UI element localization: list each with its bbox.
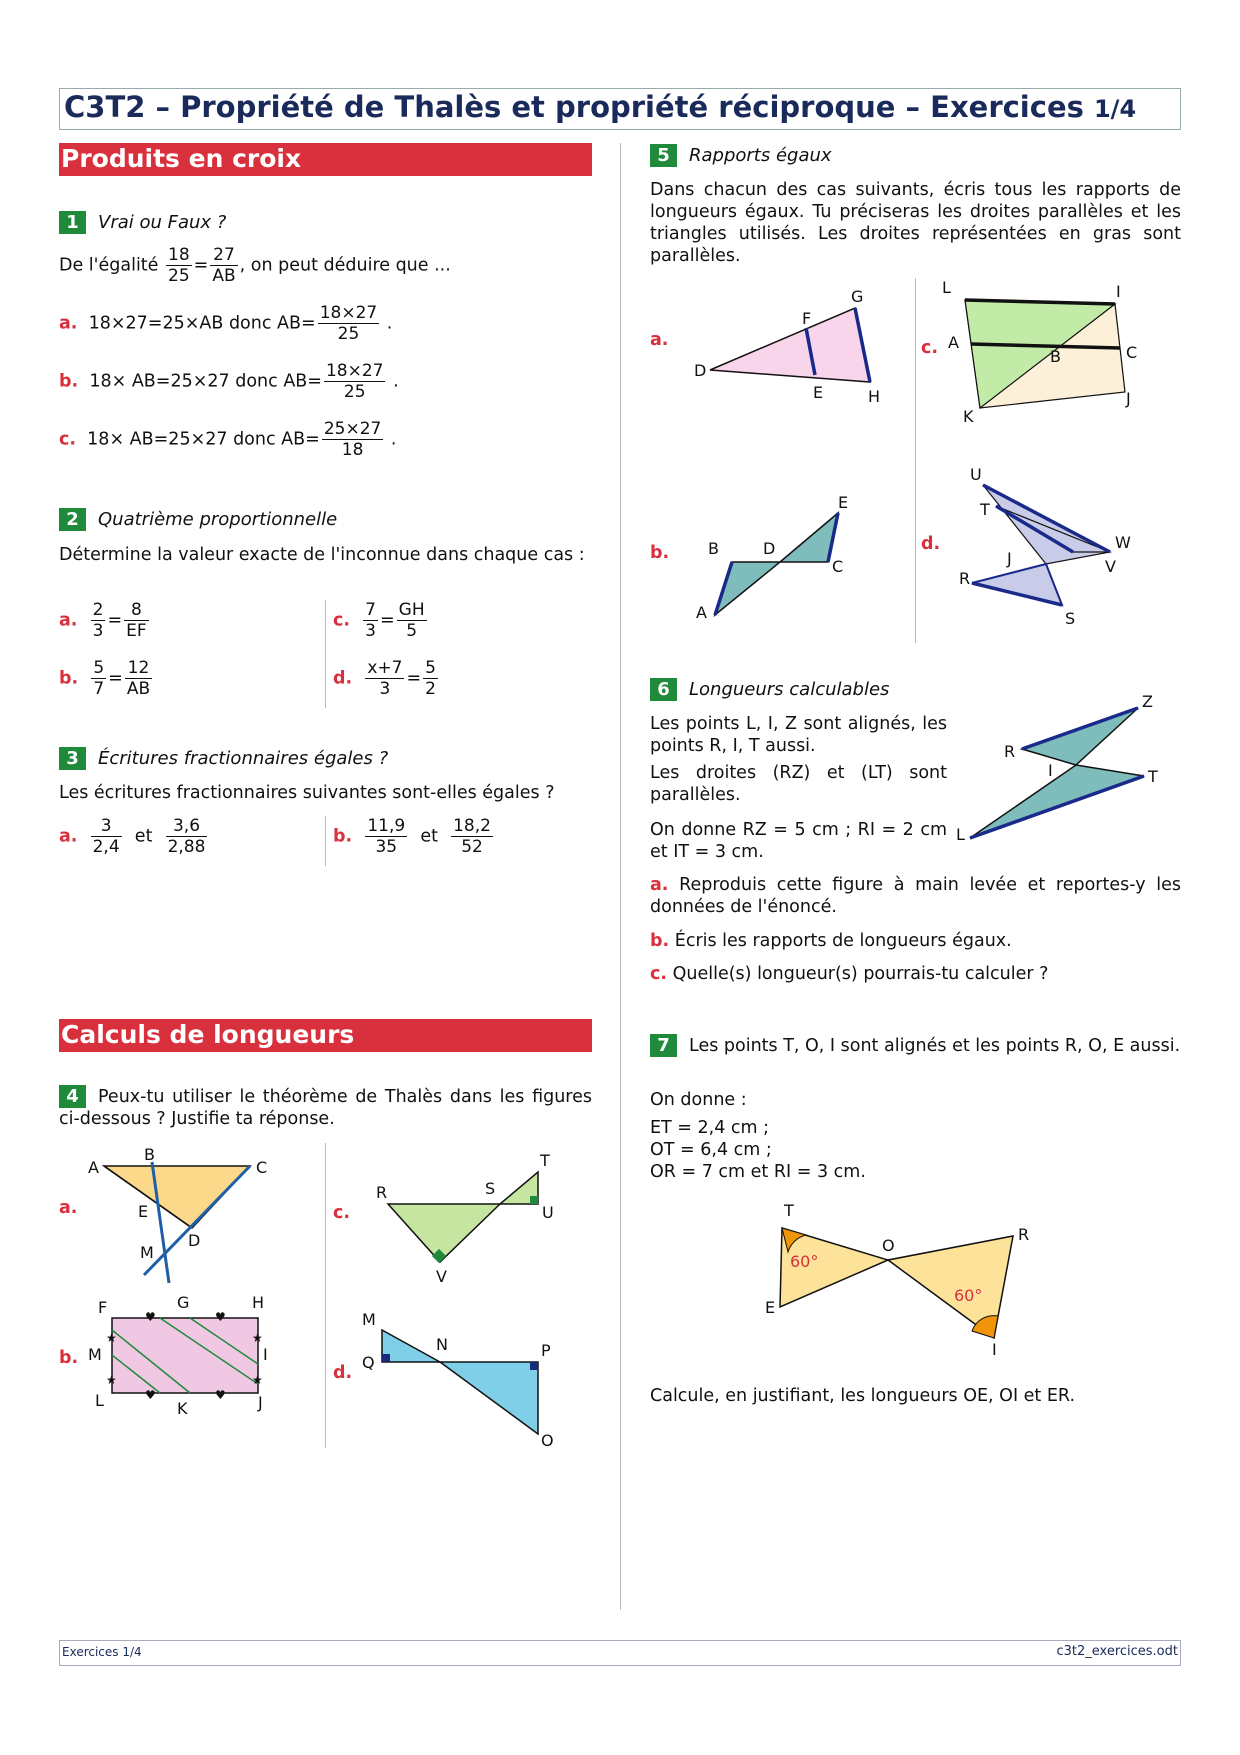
svg-text:U: U — [542, 1203, 554, 1222]
svg-text:D: D — [763, 539, 776, 558]
svg-text:★: ★ — [252, 1331, 263, 1345]
svg-text:I: I — [1116, 282, 1121, 301]
svg-text:C: C — [832, 557, 844, 576]
ex6-text-1: Les points L, I, Z sont alignés, les points R, I, T aussi. — [650, 714, 947, 756]
ex5-d-label: d. — [921, 534, 941, 554]
svg-text:O: O — [541, 1431, 554, 1450]
ex1-title: Vrai ou Faux ? — [98, 212, 227, 233]
svg-text:L: L — [942, 278, 951, 297]
ex4-c-label: c. — [333, 1203, 351, 1223]
svg-text:J: J — [1007, 549, 1012, 568]
ex5-c-label: c. — [921, 338, 939, 358]
ex4-figure-c — [376, 1151, 554, 1286]
svg-text:L: L — [95, 1391, 104, 1410]
ex2-c: c. $\frac{7}{3}$ = $\frac{GH}{5}$ — [333, 600, 425, 641]
svg-text:♥: ♥ — [145, 1310, 156, 1324]
ex5-a-label: a. — [650, 330, 669, 350]
svg-text:V: V — [436, 1267, 447, 1286]
svg-text:L: L — [956, 825, 965, 844]
ex1-b: b. 18× AB=25×27 donc AB= $\frac{18\times 27}{25}$ . — [59, 361, 399, 402]
svg-text:N: N — [436, 1335, 448, 1354]
ex7-figure — [760, 1195, 1060, 1359]
svg-text:R: R — [1004, 742, 1016, 761]
svg-text:R: R — [376, 1183, 388, 1202]
ex2-b: b. $\frac{5}{7}$ = $\frac{12}{AB}$ — [59, 658, 151, 699]
svg-text:E: E — [138, 1202, 149, 1221]
ex6-number: 6 — [650, 678, 677, 701]
ex4-number: 4 — [59, 1085, 86, 1108]
ex5-figure-c — [942, 278, 1137, 426]
ex7-text: 7 Les points T, O, I sont alignés et les points R, O, E aussi. — [650, 1034, 1181, 1057]
svg-text:♥: ♥ — [215, 1388, 226, 1402]
svg-text:K: K — [177, 1399, 188, 1418]
svg-text:D: D — [188, 1231, 201, 1250]
ex5-figures — [680, 280, 1180, 640]
svg-text:F: F — [802, 309, 812, 328]
svg-text:M: M — [362, 1310, 376, 1329]
section-produits-en-croix: Produits en croix — [59, 143, 592, 176]
ex2-title: Quatrième proportionnelle — [98, 509, 338, 530]
ex1-number: 1 — [59, 211, 86, 234]
ex1-intro: De l'égalité $\frac{18}{25}$ = $\frac{27}{AB}$ , on peut déduire que ... — [59, 245, 451, 286]
ex5-b-label: b. — [650, 543, 670, 563]
svg-text:B: B — [144, 1145, 155, 1164]
svg-text:P: P — [541, 1341, 551, 1360]
svg-text:J: J — [258, 1393, 263, 1412]
ex1-header — [59, 211, 226, 234]
ex4-figure-d — [362, 1310, 554, 1450]
ex6-figure — [956, 690, 1180, 850]
svg-text:S: S — [485, 1179, 496, 1198]
footer-box — [59, 1640, 1181, 1666]
ex4-figure-b — [88, 1293, 268, 1418]
ex6-text-2: Les droites (RZ) et (LT) sont parallèles. — [650, 763, 947, 805]
svg-text:Q: Q — [362, 1353, 375, 1372]
svg-text:B: B — [1050, 347, 1061, 366]
ex1-c: c. 18× AB=25×27 donc AB= $\frac{25\times 27}{18}$ . — [59, 419, 397, 460]
svg-text:★: ★ — [106, 1373, 117, 1387]
svg-text:T: T — [540, 1151, 550, 1170]
ex5-title: Rapports égaux — [689, 145, 832, 166]
ex3-title: Écritures fractionnaires égales ? — [98, 748, 389, 769]
svg-text:R: R — [1018, 1225, 1030, 1244]
svg-text:E: E — [765, 1298, 776, 1317]
svg-text:Z: Z — [1142, 692, 1153, 711]
ex5-header — [650, 144, 832, 167]
ex5-figure-b — [696, 493, 848, 622]
ex7-line-2: OT = 6,4 cm ; — [650, 1140, 772, 1160]
svg-text:R: R — [959, 569, 971, 588]
section-calculs-de-longueurs: Calculs de longueurs — [59, 1019, 592, 1052]
svg-text:A: A — [948, 333, 959, 352]
svg-text:D: D — [694, 361, 707, 380]
svg-text:60°: 60° — [954, 1286, 983, 1305]
ex6-b: b. Écris les rapports de longueurs égaux. — [650, 931, 1012, 951]
svg-text:O: O — [882, 1236, 895, 1255]
svg-text:♥: ♥ — [145, 1388, 156, 1402]
svg-text:H: H — [868, 387, 881, 406]
ex4-d-label: d. — [333, 1363, 353, 1383]
svg-text:I: I — [263, 1345, 268, 1364]
svg-text:U: U — [970, 465, 982, 484]
svg-text:J: J — [1126, 389, 1131, 408]
ex4-figure-a — [88, 1145, 267, 1283]
svg-text:♥: ♥ — [215, 1310, 226, 1324]
ex7-line-1: ET = 2,4 cm ; — [650, 1118, 770, 1138]
svg-text:H: H — [252, 1293, 265, 1312]
svg-text:M: M — [140, 1243, 154, 1262]
svg-text:B: B — [708, 539, 719, 558]
ex4-figures — [80, 1145, 590, 1450]
ex3-text: Les écritures fractionnaires suivantes sont-elles égales ? — [59, 783, 555, 803]
ex2-divider — [325, 600, 326, 708]
svg-text:W: W — [1115, 533, 1131, 552]
svg-text:E: E — [838, 493, 849, 512]
svg-text:T: T — [784, 1201, 794, 1220]
ex4-a-label: a. — [59, 1198, 78, 1218]
ex3-divider — [325, 816, 326, 866]
svg-text:K: K — [963, 407, 974, 426]
svg-text:T: T — [980, 500, 990, 519]
ex5-text: Dans chacun des cas suivants, écris tous les rapports de longueurs égaux. Tu préciseras les droites parallèles et les triangles utilisés. Les droites représentées en gras sont parallèles. — [650, 180, 1181, 266]
footer-left: Exercices 1/4 — [62, 1645, 142, 1659]
ex6-header — [650, 678, 889, 701]
svg-text:F: F — [98, 1298, 108, 1317]
svg-text:A: A — [88, 1158, 99, 1177]
ex2-a: a. $\frac{2}{3}$ = $\frac{8}{EF}$ — [59, 600, 147, 641]
ex5-figure-d — [959, 465, 1131, 628]
ex2-number: 2 — [59, 508, 86, 531]
ex6-title: Longueurs calculables — [689, 679, 890, 700]
svg-text:T: T — [1148, 767, 1158, 786]
ex5-number: 5 — [650, 144, 677, 167]
ex3-header — [59, 747, 388, 770]
column-divider — [620, 143, 621, 1610]
ex1-a: a. 18×27=25×AB donc AB= $\frac{18\times 27}{25}$ . — [59, 303, 393, 344]
ex3-b: b. $\frac{11,9}{35}$ et $\frac{18,2}{52}$ — [333, 816, 491, 857]
ex4-text: 4 Peux-tu utiliser le théorème de Thalès dans les figures ci-dessous ? Justifie ta réponse. — [59, 1086, 592, 1129]
ex3-number: 3 — [59, 747, 86, 770]
svg-text:S: S — [1065, 609, 1076, 628]
svg-text:I: I — [1048, 761, 1053, 780]
svg-text:G: G — [851, 287, 864, 306]
svg-text:M: M — [88, 1345, 102, 1364]
ex6-c: c. Quelle(s) longueur(s) pourrais-tu calculer ? — [650, 964, 1049, 984]
svg-text:E: E — [813, 383, 824, 402]
svg-text:★: ★ — [106, 1331, 117, 1345]
ex6-text-3: On donne RZ = 5 cm ; RI = 2 cm et IT = 3 cm. — [650, 820, 947, 862]
svg-text:C: C — [1126, 343, 1138, 362]
ex2-text: Détermine la valeur exacte de l'inconnue dans chaque cas : — [59, 545, 585, 565]
ex7-given: On donne : — [650, 1090, 747, 1110]
ex2-d: d. $\frac{x+7}{3}$ = $\frac{5}{2}$ — [333, 658, 436, 699]
ex7-number: 7 — [650, 1034, 677, 1057]
ex2-header — [59, 508, 337, 531]
svg-text:C: C — [256, 1158, 268, 1177]
ex4-b-label: b. — [59, 1348, 79, 1368]
ex3-a: a. $\frac{3}{2,4}$ et $\frac{3,6}{2,88}$ — [59, 816, 206, 857]
ex7-question: Calcule, en justifiant, les longueurs OE, OI et ER. — [650, 1386, 1076, 1406]
ex5-figure-a — [694, 287, 880, 406]
ex7-line-3: OR = 7 cm et RI = 3 cm. — [650, 1162, 866, 1182]
svg-text:G: G — [177, 1293, 190, 1312]
svg-text:A: A — [696, 603, 707, 622]
svg-text:V: V — [1105, 557, 1116, 576]
svg-text:I: I — [992, 1340, 997, 1359]
footer-right: c3t2_exercices.odt — [1056, 1644, 1178, 1659]
svg-text:60°: 60° — [790, 1252, 819, 1271]
page-title: C3T2 – Propriété de Thalès et propriété réciproque – Exercices 1/4 — [64, 90, 1137, 124]
ex6-a: a. Reproduis cette figure à main levée et reportes-y les données de l'énoncé. — [650, 875, 1181, 917]
svg-text:★: ★ — [252, 1373, 263, 1387]
